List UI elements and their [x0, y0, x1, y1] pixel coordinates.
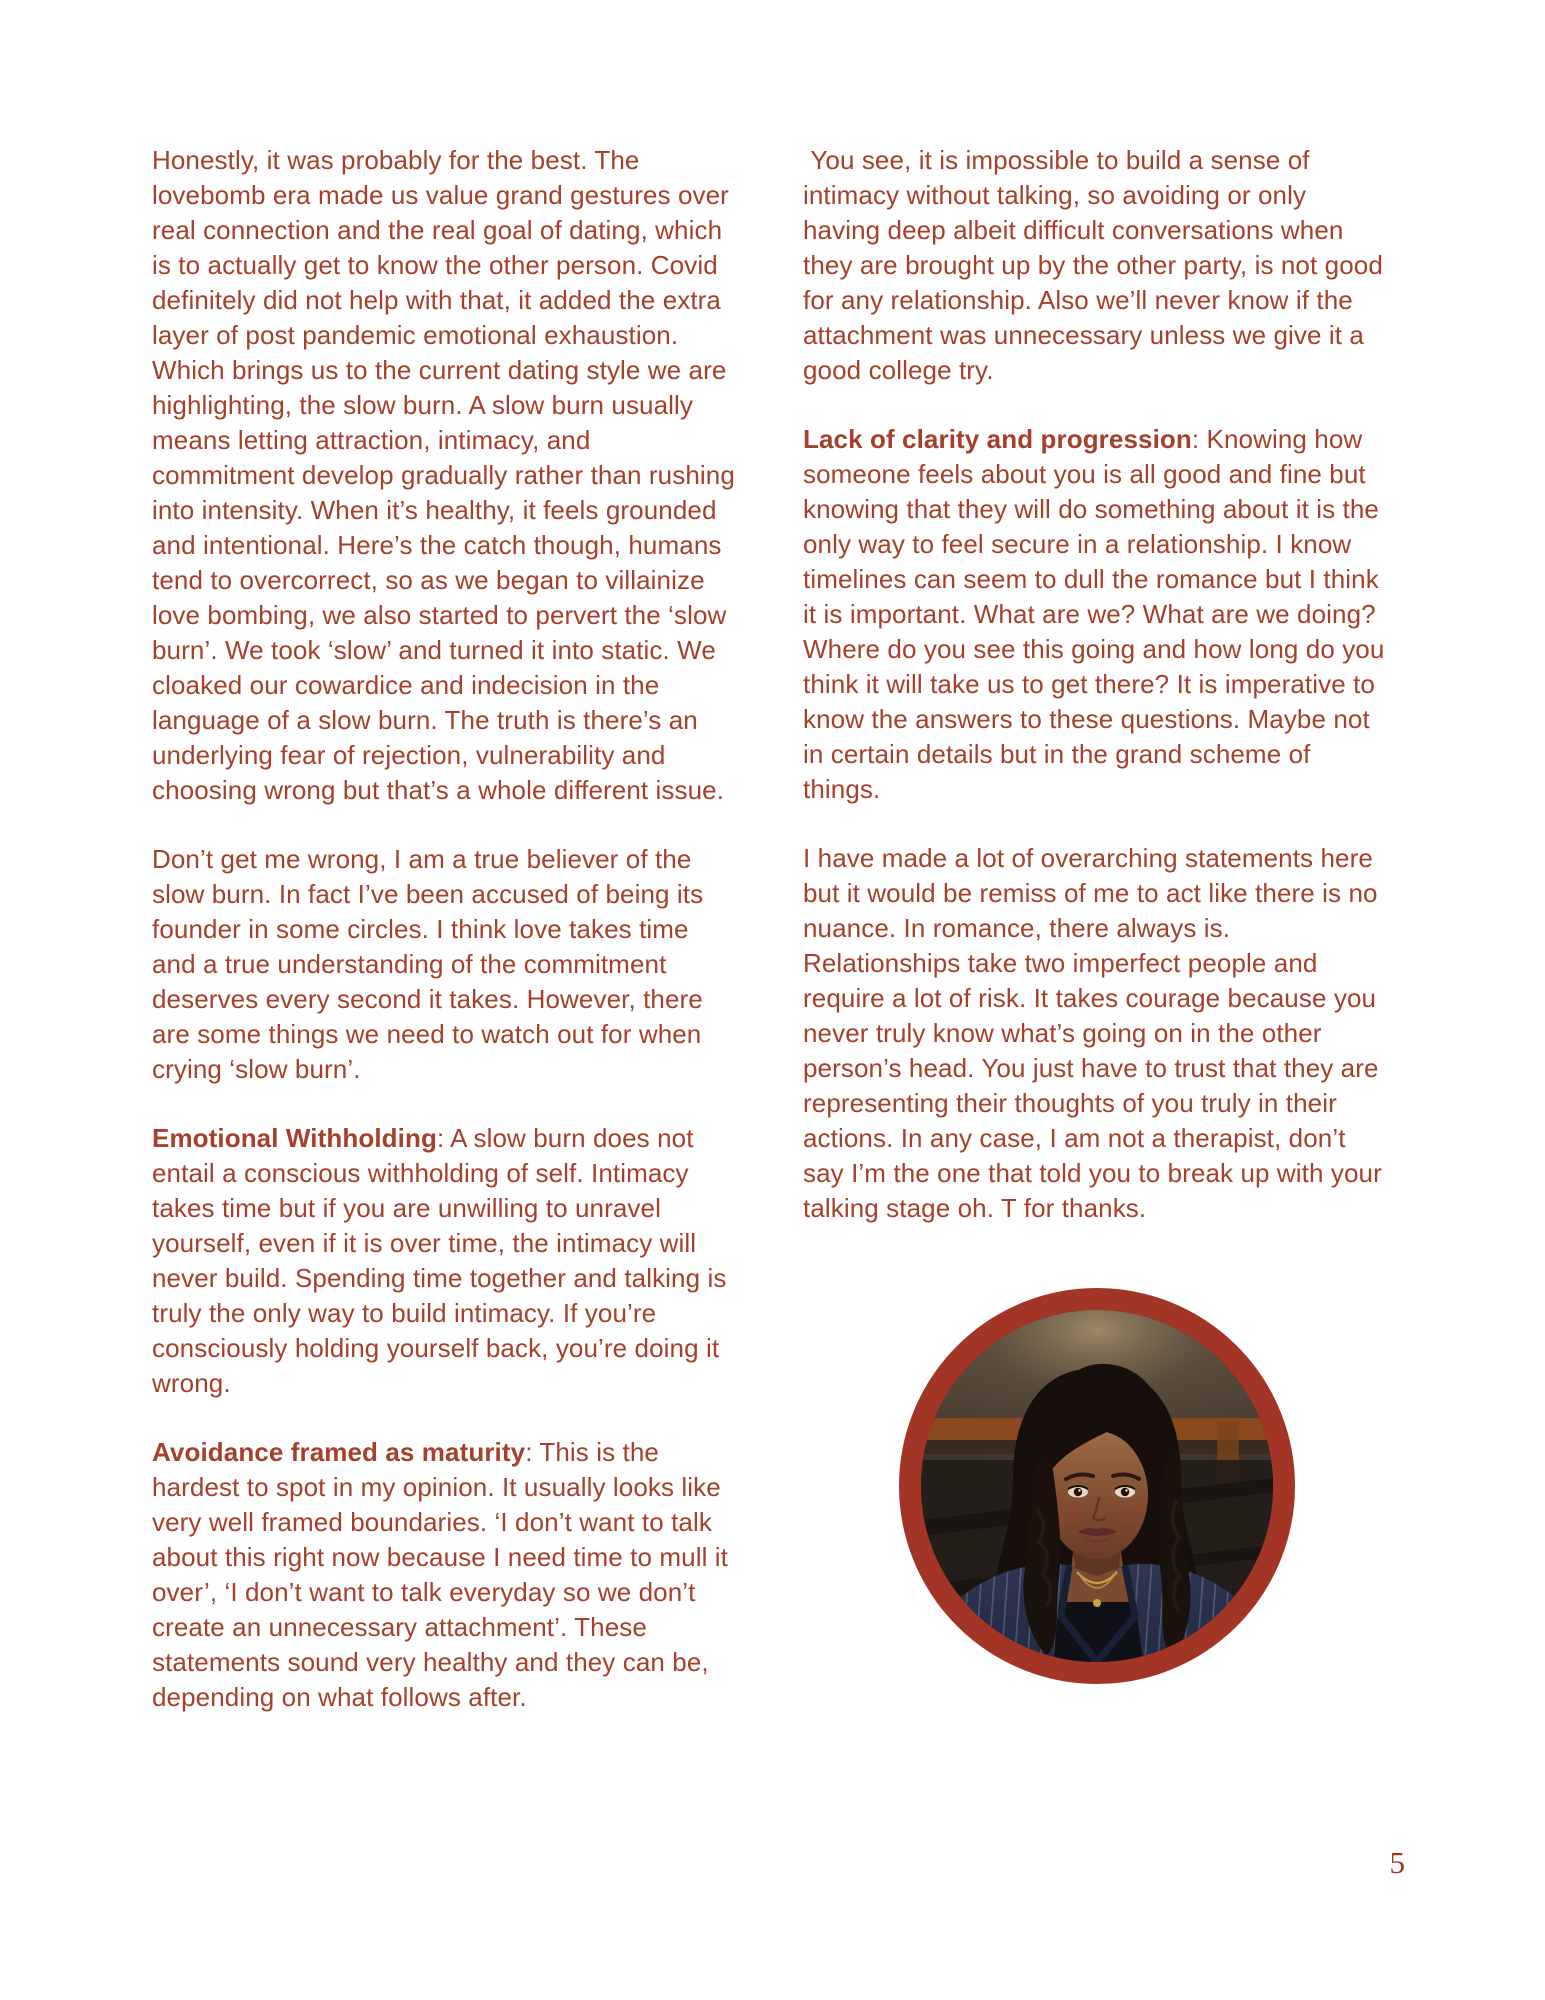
article-body: [152, 143, 1390, 1715]
page-number: 5: [1389, 1845, 1405, 1880]
section-heading-emotional-withholding: Emotional Withholding: [152, 1123, 437, 1153]
portrait-photo-container: [803, 1288, 1390, 1684]
paragraph-text: : This is the hardest to spot in my opinion. It usually looks like very well framed boundaries. ‘I don’t want to talk about this right now because I need time to mull it over’, ‘I don’t want to talk everyday so we don’t create an unnecessary attachment’. These statements sound very healthy and they can be, depending on what follows after.: [152, 1437, 736, 1712]
section-heading-avoidance-framed-as-maturity: Avoidance framed as maturity: [152, 1437, 526, 1467]
paragraph-text: : Knowing how someone feels about you is all good and fine but knowing that they will do something about it is the only way to feel secure in a relationship. I know timelines can seem to dull the romance but I think it is important. What are we? What are we doing? Where do you see this going and how long do you think it will take us to get there? It is imperative to know the answers to these questions. Maybe not in certain details but in the grand scheme of things.: [803, 424, 1392, 804]
paragraph: [152, 1121, 739, 1401]
paragraph: You see, it is impossible to build a sense of intimacy without talking, so avoiding or only having deep albeit difficult conversations when they are brought up by the other party, is not good for any relationship. Also we’ll never know if the attachment was unnecessary unless we give it a good college try.: [803, 145, 1391, 385]
paragraph: Honestly, it was probably for the best. The lovebomb era made us value grand gestures over real connection and the real goal of dating, which is to actually get to know the other person. Covid definitely did not help with that, it added the extra layer of post pandemic emotional exhaustion. Which brings us to the current dating style we are highlighting, the slow burn. A slow burn usually means letting attraction, intimacy, and commitment develop gradually rather than rushing into intensity. When it’s healthy, it feels grounded and intentional. Here’s the catch though, humans tend to overcorrect, so as we began to villainize love bombing, we also started to pervert the ‘slow burn’. We took ‘slow’ and turned it into static. We cloaked our cowardice and indecision in the language of a slow burn. The truth is there’s an underlying fear of rejection, vulnerability and choosing wrong but that’s a whole different issue.: [152, 145, 743, 805]
portrait-photo: [899, 1288, 1295, 1684]
paragraph: [803, 422, 1390, 807]
paragraph-text: : A slow burn does not entail a conscious withholding of self. Intimacy takes time but if you are unwilling to unravel yourself, even if it is over time, the intimacy will never build. Spending time together and talking is truly the only way to build intimacy. If you’re consciously holding yourself back, you’re doing it wrong.: [152, 1123, 734, 1398]
portrait-illustration: [921, 1310, 1273, 1662]
section-heading-lack-of-clarity: Lack of clarity and progression: [803, 424, 1192, 454]
paragraph: [152, 1435, 739, 1715]
paragraph: I have made a lot of overarching statements here but it would be remiss of me to act like there is no nuance. In romance, there always is. Relationships take two imperfect people and require a lot of risk. It takes courage because you never truly know what’s going on in the other person’s head. You just have to trust that they are representing their thoughts of you truly in their actions. In any case, I am not a therapist, don’t say I’m the one that told you to break up with your talking stage oh. T for thanks.: [803, 843, 1390, 1223]
left-column: [152, 143, 743, 1715]
paragraph: Don’t get me wrong, I am a true believer of the slow burn. In fact I’ve been accused of being its founder in some circles. I think love takes time and a true understanding of the commitment deserves every second it takes. However, there are some things we need to watch out for when crying ‘slow burn’.: [152, 844, 711, 1084]
right-column: [803, 143, 1390, 1715]
